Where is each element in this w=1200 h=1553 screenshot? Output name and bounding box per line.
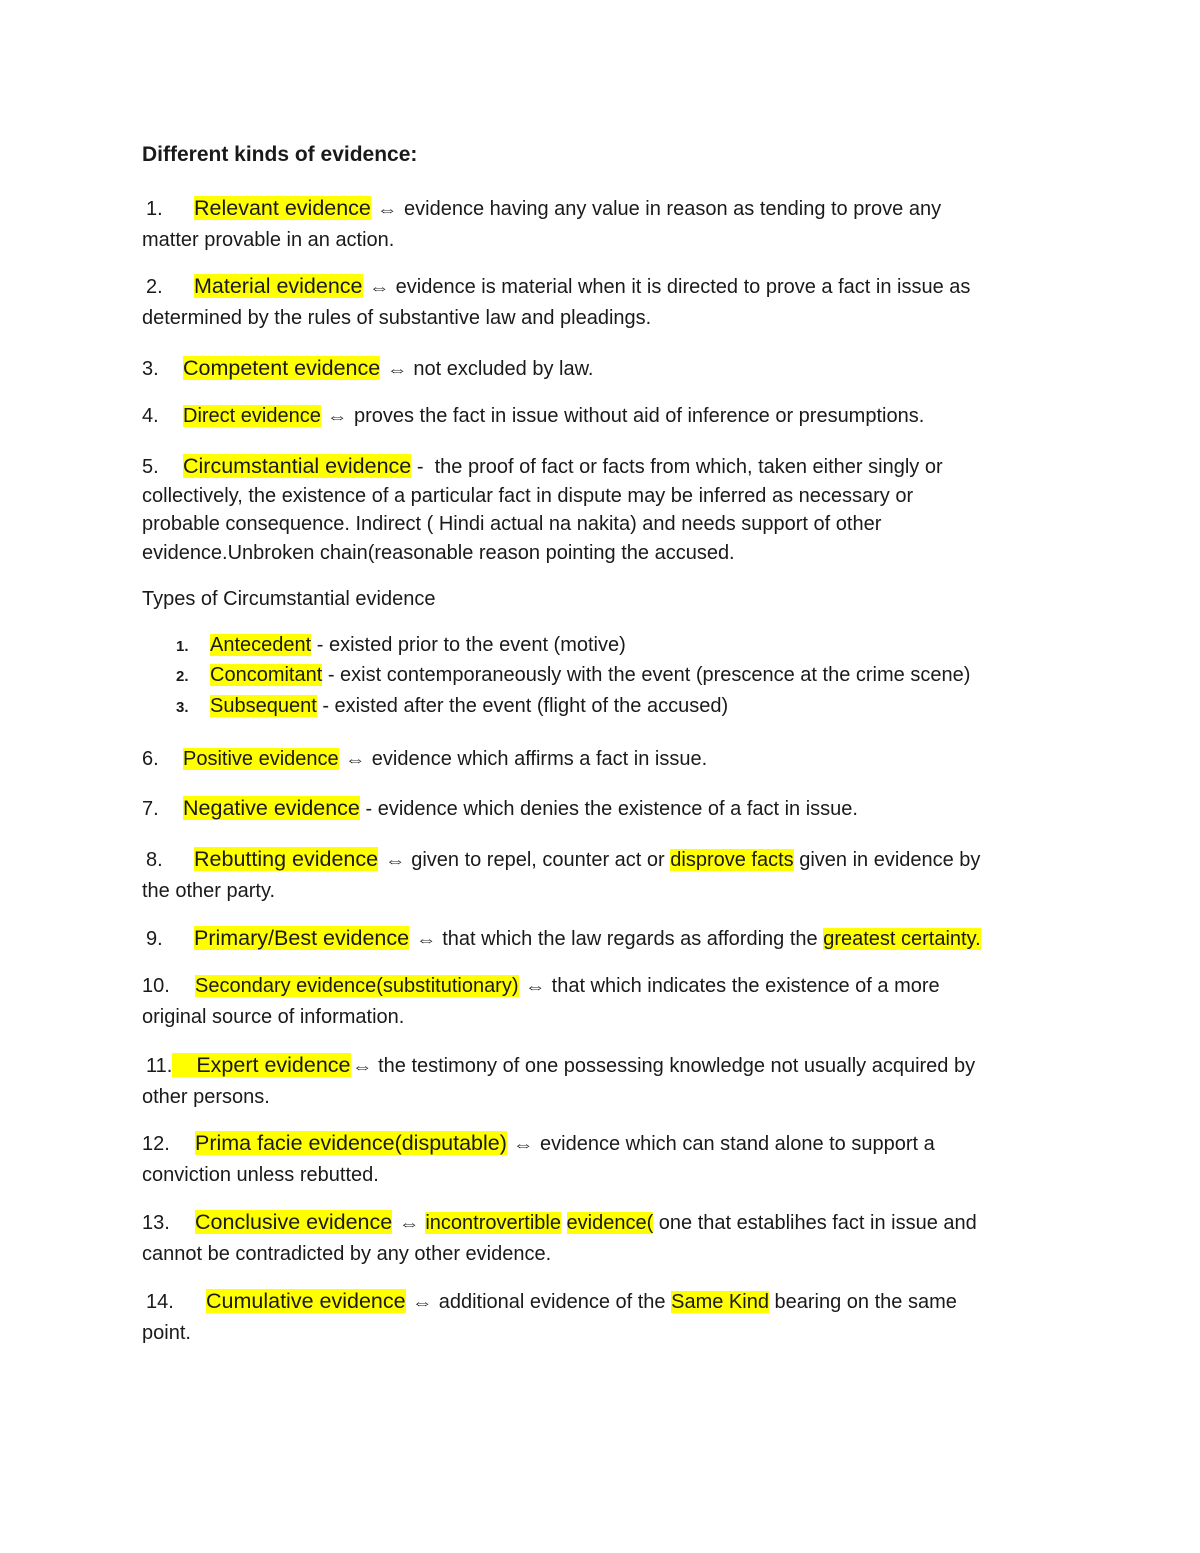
- list-item-negative: 7. Negative evidence - evidence which denies the existence of a fact in issue.: [142, 796, 858, 820]
- term-highlight: Relevant evidence: [194, 196, 371, 220]
- list-item-positive: 6. Positive evidence ⇔ evidence which affirms a fact in issue.: [142, 745, 1062, 776]
- list-item-expert: 11. Expert evidence⇔ the testimony of one possessing knowledge not usually acquired by other persons.: [142, 1053, 976, 1108]
- list-item-primary: 9. Primary/Best evidence ⇔ that which the law regards as affording the greatest certainty.: [142, 924, 1062, 956]
- phrase-highlight: disprove facts: [670, 849, 794, 871]
- term-highlight: Competent evidence: [183, 356, 381, 380]
- double-arrow-icon: ⇔: [513, 1137, 534, 1154]
- page-title: Different kinds of evidence:: [142, 143, 418, 166]
- list-item-material: 2. Material evidence ⇔ evidence is material when it is directed to prove a fact in issue as determined by the rules of substantive law and pleadings.: [142, 274, 971, 329]
- term-highlight: Rebutting evidence: [194, 847, 379, 871]
- list-item-secondary: 10. Secondary evidence(substitutionary) ⇔ that which indicates the existence of a more original source of information.: [142, 975, 940, 1028]
- double-arrow-icon: ⇔: [368, 280, 390, 297]
- term-highlight: Antecedent: [210, 634, 312, 656]
- double-arrow-icon: ⇔: [377, 202, 398, 219]
- term-highlight: Conclusive evidence: [195, 1210, 393, 1234]
- list-item-prima-facie: 12. Prima facie evidence(disputable) ⇔ evidence which can stand alone to support a conviction unless rebutted.: [142, 1131, 935, 1186]
- list-item-direct: 4. Direct evidence ⇔ proves the fact in issue without aid of inference or presumptions.: [142, 402, 1062, 433]
- sub-list-item-antecedent: 1. Antecedent - existed prior to the event (motive): [176, 634, 626, 656]
- double-arrow-icon: ⇔: [524, 979, 546, 996]
- term-highlight: Concomitant: [210, 664, 323, 686]
- term-highlight: Direct evidence: [183, 405, 321, 427]
- list-item-cumulative: 14. Cumulative evidence ⇔ additional evidence of the Same Kind bearing on the same point.: [142, 1289, 957, 1344]
- phrase-highlight: Same Kind: [671, 1291, 769, 1313]
- double-arrow-icon: ⇔: [344, 752, 366, 769]
- term-highlight: Expert evidence: [172, 1053, 350, 1077]
- phrase-highlight: incontrovertible: [425, 1212, 561, 1234]
- term-highlight: Subsequent: [210, 695, 317, 717]
- double-arrow-icon: ⇔: [351, 1059, 372, 1076]
- list-item-competent: 3. Competent evidence ⇔ not excluded by law.: [142, 354, 1062, 386]
- double-arrow-icon: ⇔: [384, 853, 406, 870]
- double-arrow-icon: ⇔: [327, 409, 348, 426]
- list-item-relevant: 1. Relevant evidence ⇔ evidence having any value in reason as tending to prove any matter provable in an action.: [142, 196, 942, 251]
- list-item-conclusive: 13. Conclusive evidence ⇔ incontrovertible evidence( one that establihes fact in issue and cannot be contradicted by any other evidence.: [142, 1210, 977, 1265]
- phrase-highlight: evidence(: [566, 1212, 654, 1234]
- term-highlight: Positive evidence: [183, 748, 339, 770]
- list-item-rebutting: 8. Rebutting evidence ⇔ given to repel, counter act or disprove facts given in evidence by the other party.: [142, 847, 981, 902]
- term-highlight: Material evidence: [194, 274, 363, 298]
- term-highlight: Cumulative evidence: [206, 1289, 406, 1313]
- list-item-circumstantial: 5. Circumstantial evidence - the proof of fact or facts from which, taken either singly or collectively, the existence of a particular fact in dispute may be inferred as necessary or probable consequence. Indirect ( Hindi actual na nakita) and needs support of other evidence.Unbroken chain(reasonable reason pointing the accused.: [142, 454, 943, 564]
- double-arrow-icon: ⇔: [386, 362, 408, 379]
- double-arrow-icon: ⇔: [398, 1216, 420, 1233]
- term-highlight: Secondary evidence(substitutionary): [195, 975, 519, 997]
- sub-list-item-concomitant: 2. Concomitant - exist contemporaneously with the event (prescence at the crime scene): [176, 664, 971, 686]
- phrase-highlight: greatest certainty.: [823, 928, 981, 950]
- section-subheading: Types of Circumstantial evidence: [142, 588, 436, 610]
- term-highlight: Prima facie evidence(disputable): [195, 1131, 507, 1155]
- double-arrow-icon: ⇔: [411, 1295, 433, 1312]
- term-highlight: Circumstantial evidence: [183, 454, 412, 478]
- double-arrow-icon: ⇔: [415, 932, 437, 949]
- term-highlight: Primary/Best evidence: [194, 926, 410, 950]
- term-highlight: Negative evidence: [183, 796, 360, 820]
- sub-list-item-subsequent: 3. Subsequent - existed after the event (flight of the accused): [176, 695, 729, 717]
